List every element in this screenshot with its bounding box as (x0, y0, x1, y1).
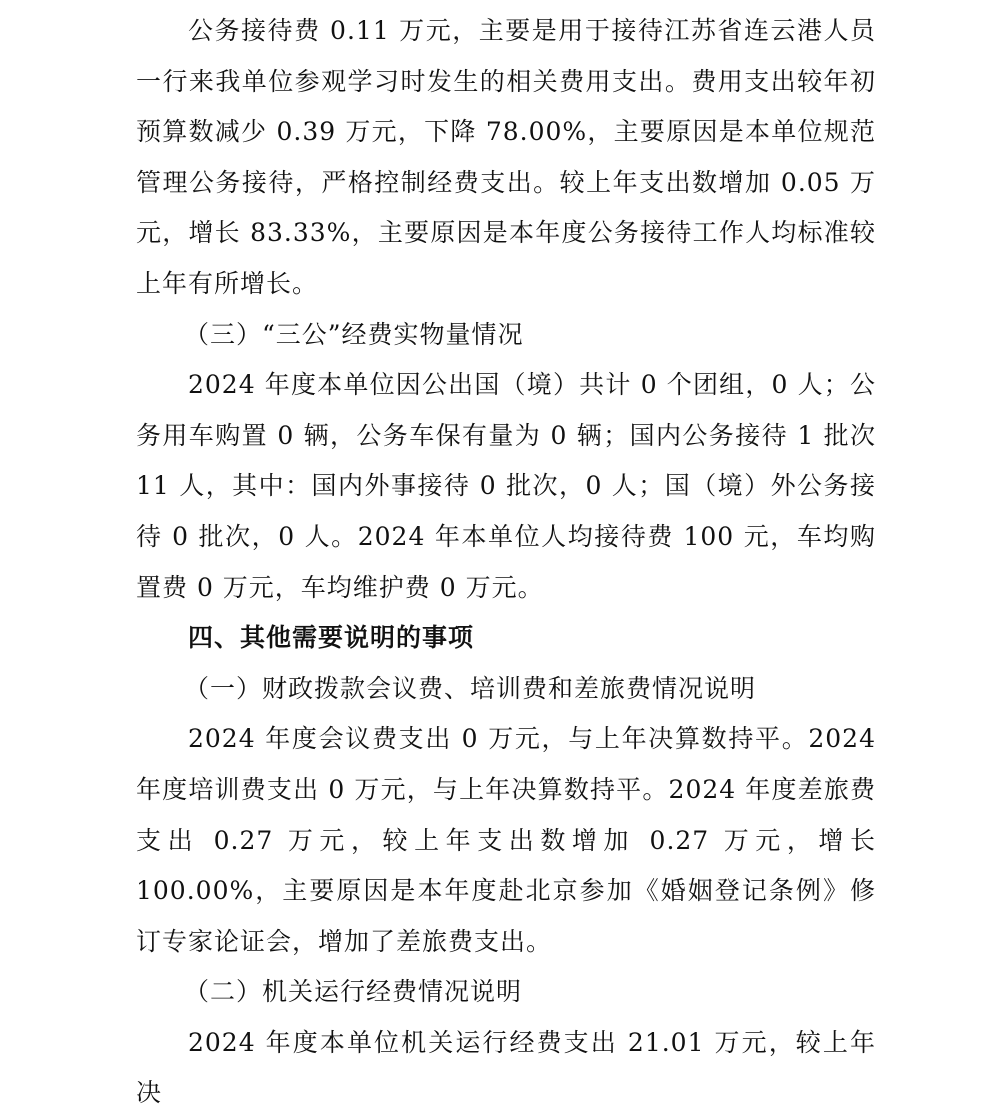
heading-meeting-training-travel: （一）财政拨款会议费、培训费和差旅费情况说明 (184, 673, 757, 703)
paragraph-physical-quantity: 2024 年度本单位因公出国（境）共计 0 个团组，0 人；公务用车购置 0 辆，公务车保有量为 0 辆；国内公务接待 1 批次 11 人，其中：国内外事接待 0 批次，0 人；国（境）外公务接待 0 批次，0 人。2024 年本单位人均接待费 100 元，车均购置费 0 万元，车均维护费 0 万元。 (136, 370, 876, 602)
heading-operating-expenses: （二）机关运行经费情况说明 (184, 977, 523, 1007)
paragraph-meeting-training-travel: 2024 年度会议费支出 0 万元，与上年决算数持平。2024 年度培训费支出 0 万元，与上年决算数持平。2024 年度差旅费支出 0.27 万元，较上年支出数增加 0.27 万元，增长 100.00%，主要原因是本年度赴北京参加《婚姻登记条例》修订专家论证会，增加了差旅费支出。 (136, 724, 876, 956)
heading-three-public-physical: （三）“三公”经费实物量情况 (184, 319, 524, 349)
paragraph-operating-expenses: 2024 年度本单位机关运行经费支出 21.01 万元，较上年决 (136, 1027, 876, 1108)
heading-other-matters: 四、其他需要说明的事项 (188, 623, 475, 653)
document-body (136, 6, 876, 1119)
paragraph-reception-expense: 公务接待费 0.11 万元，主要是用于接待江苏省连云港人员一行来我单位参观学习时发生的相关费用支出。费用支出较年初预算数减少 0.39 万元，下降 78.00%，主要原因是本单位规范管理公务接待，严格控制经费支出。较上年支出数增加 0.05 万元，增长 83.33%，主要原因是本年度公务接待工作人均标准较上年有所增长。 (136, 16, 876, 298)
